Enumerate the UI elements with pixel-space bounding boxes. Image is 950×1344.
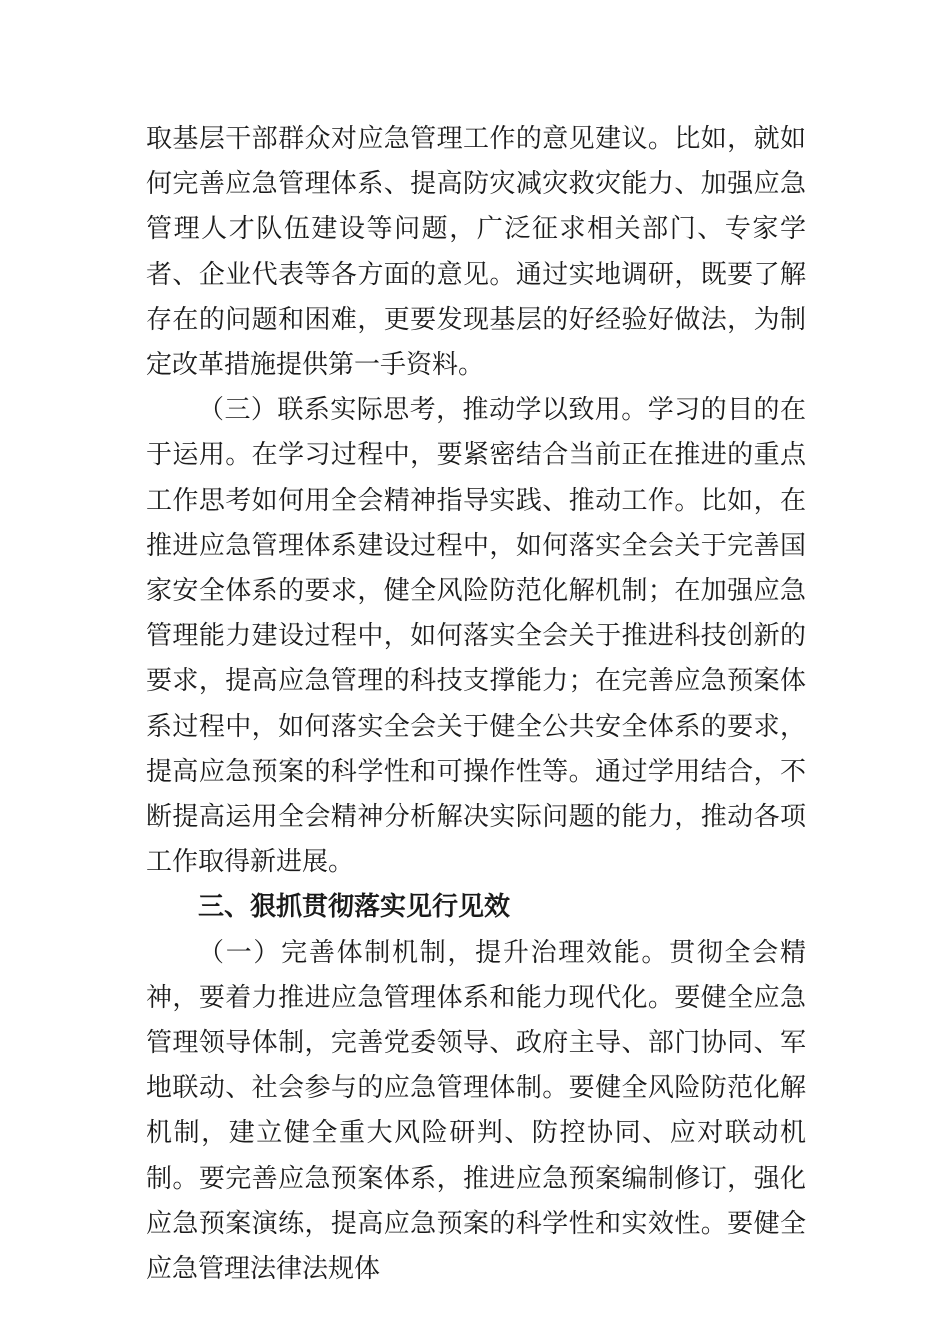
paragraph-improve-mechanisms: （一）完善体制机制，提升治理效能。贯彻全会精神，要着力推进应急管理体系和能力现代化。要健全应急管理领导体制，完善党委领导、政府主导、部门协同、军地联动、社会参与的应急管理体制。要健全风险防范化解机制，建立健全重大风险研判、防控协同、应对联动机制。要完善应急预案体系，推进应急预案编制修订，强化应急预案演练，提高应急预案的科学性和实效性。要健全应急管理法律法规体 — [146, 937, 806, 1285]
document-page — [146, 117, 806, 1292]
section-heading-three: 三、狠抓贯彻落实见行见效 — [198, 892, 511, 923]
paragraph-apply-learning: （三）联系实际思考，推动学以致用。学习的目的在于运用。在学习过程中，要紧密结合当前正在推进的重点工作思考如何用全会精神指导实践、推动工作。比如，在推进应急管理体系建设过程中，如何落实全会关于完善国家安全体系的要求，健全风险防范化解机制；在加强应急管理能力建设过程中，如何落实全会关于推进科技创新的要求，提高应急管理的科技支撑能力；在完善应急预案体系过程中，如何落实全会关于健全公共安全体系的要求，提高应急预案的科学性和可操作性等。通过学用结合，不断提高运用全会精神分析解决实际问题的能力，推动各项工作取得新进展。 — [146, 395, 806, 878]
paragraph-research-advice: 取基层干部群众对应急管理工作的意见建议。比如，就如何完善应急管理体系、提高防灾减灾救灾能力、加强应急管理人才队伍建设等问题，广泛征求相关部门、专家学者、企业代表等各方面的意见。通过实地调研，既要了解存在的问题和困难，更要发现基层的好经验好做法，为制定改革措施提供第一手资料。 — [146, 124, 806, 381]
